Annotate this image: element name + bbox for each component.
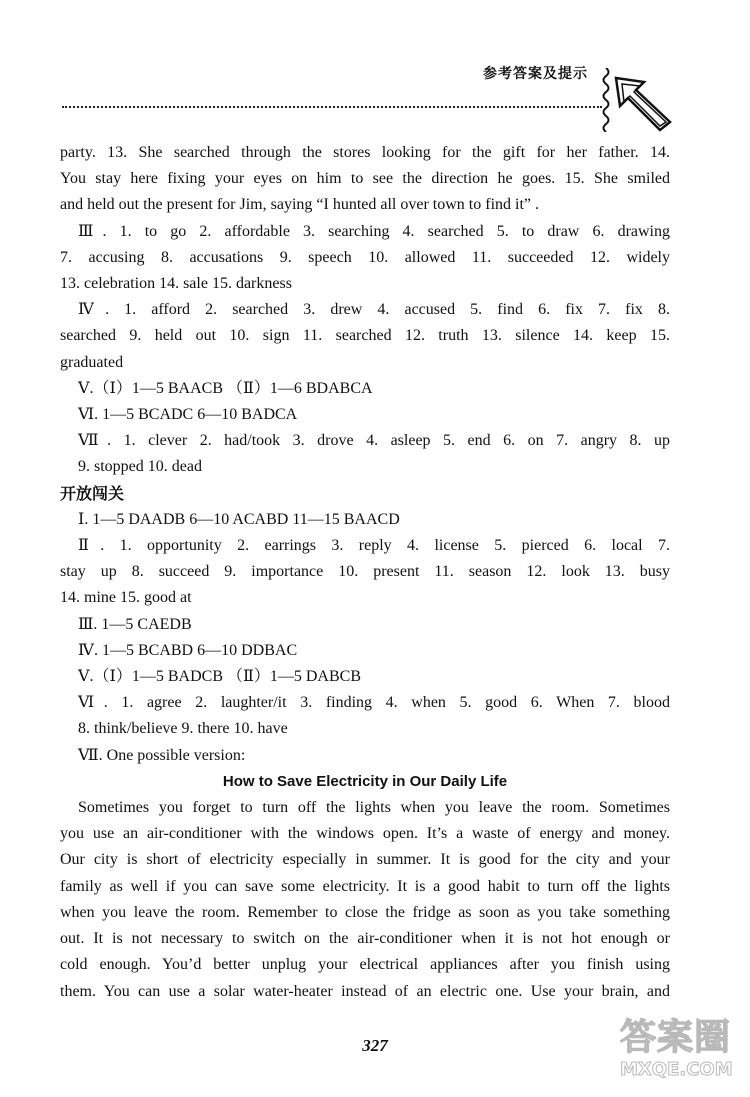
text-line: stay up 8. succeed 9. importance 10. present 11. season 12. look 13. busy bbox=[60, 563, 670, 581]
section-title: 开放闯关 bbox=[60, 483, 125, 503]
wave-divider-icon bbox=[600, 68, 612, 132]
text-line: Ⅵ. 1—5 BCADC 6—10 BADCA bbox=[78, 406, 298, 424]
text-line: Ⅴ.（Ⅰ）1—5 BADCB （Ⅱ）1—5 DABCB bbox=[78, 668, 362, 686]
answer-content bbox=[60, 140, 670, 1005]
text-line: searched 9. held out 10. sign 11. searched 12. truth 13. silence 14. keep 15. bbox=[60, 327, 670, 345]
essay-line: family as well if you can save some electricity. It is a good habit to turn off the lights bbox=[60, 877, 670, 895]
header-title: 参考答案及提示 bbox=[483, 66, 588, 82]
arrow-up-left-icon bbox=[614, 76, 674, 132]
header-dotted-rule bbox=[62, 106, 602, 108]
essay-line: you use an air-conditioner with the windows open. It’s a waste of energy and money. bbox=[60, 825, 670, 843]
essay-title: How to Save Electricity in Our Daily Life bbox=[222, 772, 508, 790]
essay-line: cold enough. You’d better unplug your electrical appliances after you finish using bbox=[60, 956, 670, 974]
text-line: Ⅲ. 1. to go 2. affordable 3. searching 4. searched 5. to draw 6. drawing bbox=[78, 222, 670, 240]
text-line: Ⅳ. 1. afford 2. searched 3. drew 4. accused 5. find 6. fix 7. fix 8. bbox=[78, 301, 670, 319]
essay-line: Our city is short of electricity especially in summer. It is good for the city and your bbox=[60, 851, 670, 869]
essay-line: out. It is not necessary to switch on the air-conditioner when it is not hot enough or bbox=[60, 930, 670, 948]
text-line: Ⅶ. One possible version: bbox=[78, 746, 246, 764]
text-line: Ⅱ. 1. opportunity 2. earrings 3. reply 4. license 5. pierced 6. local 7. bbox=[78, 537, 670, 555]
text-line: graduated bbox=[60, 353, 124, 371]
text-line: You stay here fixing your eyes on him to see the direction he goes. 15. She smiled bbox=[60, 170, 670, 188]
text-line: Ⅰ. 1—5 DAADB 6—10 ACABD 11—15 BAACD bbox=[78, 510, 400, 528]
watermark-text: 答案圈 bbox=[620, 1017, 732, 1058]
text-line: and held out the present for Jim, saying “I hunted all over town to find it” . bbox=[60, 196, 539, 214]
watermark-url: MXQE.COM bbox=[620, 1059, 733, 1080]
text-line: Ⅴ.（Ⅰ）1—5 BAACB （Ⅱ）1—6 BDABCA bbox=[78, 379, 373, 397]
text-line: Ⅲ. 1—5 CAEDB bbox=[78, 615, 192, 633]
text-line: 8. think/believe 9. there 10. have bbox=[78, 720, 288, 738]
page-number: 327 bbox=[362, 1036, 388, 1055]
text-line: 7. accusing 8. accusations 9. speech 10. allowed 11. succeeded 12. widely bbox=[60, 248, 670, 266]
text-line: Ⅶ. 1. clever 2. had/took 3. drove 4. asleep 5. end 6. on 7. angry 8. up bbox=[78, 432, 670, 450]
text-line: Ⅵ. 1. agree 2. laughter/it 3. finding 4. when 5. good 6. When 7. blood bbox=[78, 694, 670, 712]
text-line: party. 13. She searched through the stores looking for the gift for her father. 14. bbox=[60, 144, 670, 161]
text-line: 13. celebration 14. sale 15. darkness bbox=[60, 275, 292, 293]
essay-line: Sometimes you forget to turn off the lights when you leave the room. Sometimes bbox=[78, 799, 670, 817]
text-line: 14. mine 15. good at bbox=[60, 589, 192, 607]
watermark-logo bbox=[620, 1018, 746, 1092]
text-line: Ⅳ. 1—5 BCABD 6—10 DDBAC bbox=[78, 641, 298, 659]
essay-line: when you leave the room. Remember to close the fridge as soon as you take something bbox=[60, 903, 670, 921]
essay-line: them. You can use a solar water-heater instead of an electric one. Use your brain, and bbox=[60, 982, 670, 1000]
text-line: 9. stopped 10. dead bbox=[78, 458, 202, 476]
